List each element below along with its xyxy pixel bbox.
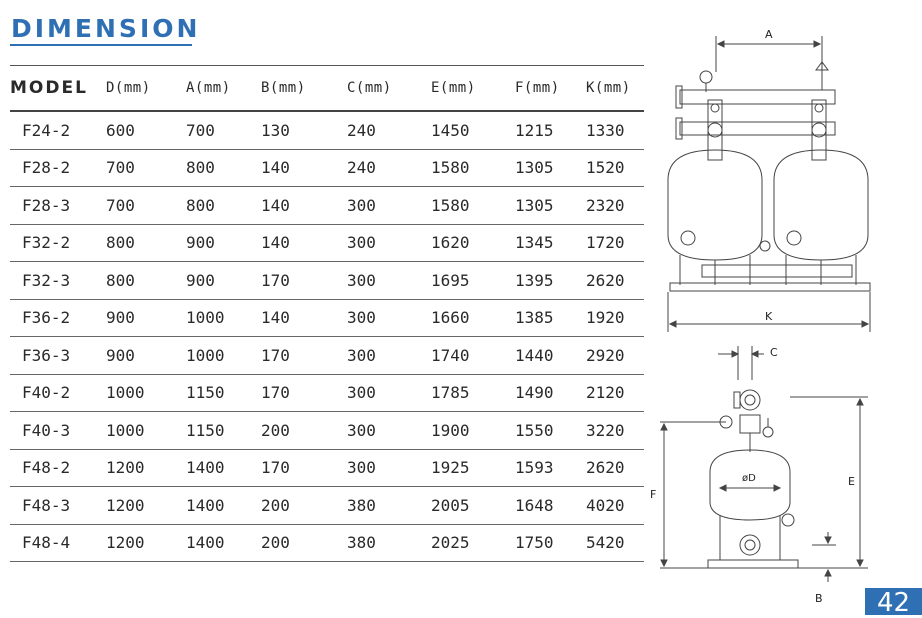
dimension-cell: 1400 bbox=[186, 524, 261, 562]
table-row bbox=[10, 299, 644, 337]
table-header-row bbox=[10, 66, 644, 112]
dimension-cell: 300 bbox=[347, 337, 431, 375]
dimension-cell: 900 bbox=[106, 337, 186, 375]
label-f: F bbox=[650, 488, 657, 501]
column-header: D(mm) bbox=[106, 66, 186, 112]
model-cell: F48-4 bbox=[10, 524, 106, 562]
dimension-cell: 1305 bbox=[515, 149, 586, 187]
dimension-cell: 1385 bbox=[515, 299, 586, 337]
dimension-cell: 2620 bbox=[586, 449, 644, 487]
dimension-cell: 300 bbox=[347, 374, 431, 412]
table-row bbox=[10, 487, 644, 525]
dimension-cell: 800 bbox=[106, 262, 186, 300]
model-cell: F28-3 bbox=[10, 187, 106, 225]
dimension-cell: 1580 bbox=[431, 149, 515, 187]
table-row bbox=[10, 262, 644, 300]
dimension-cell: 4020 bbox=[586, 487, 644, 525]
model-cell: F40-3 bbox=[10, 412, 106, 450]
dimension-cell: 800 bbox=[186, 187, 261, 225]
dimension-cell: 140 bbox=[261, 149, 347, 187]
table-row bbox=[10, 449, 644, 487]
dimension-cell: 200 bbox=[261, 487, 347, 525]
dimension-cell: 1395 bbox=[515, 262, 586, 300]
dimension-cell: 1215 bbox=[515, 111, 586, 149]
dimension-cell: 300 bbox=[347, 262, 431, 300]
dimension-cell: 1000 bbox=[106, 412, 186, 450]
model-cell: F48-2 bbox=[10, 449, 106, 487]
dimension-cell: 170 bbox=[261, 374, 347, 412]
dimension-cell: 2920 bbox=[586, 337, 644, 375]
dimension-cell: 1580 bbox=[431, 187, 515, 225]
label-k: K bbox=[765, 310, 773, 323]
label-e: E bbox=[848, 475, 855, 488]
dimension-cell: 1400 bbox=[186, 487, 261, 525]
label-d: øD bbox=[742, 473, 756, 484]
dimension-cell: 1450 bbox=[431, 111, 515, 149]
column-header: K(mm) bbox=[586, 66, 644, 112]
dimension-cell: 1740 bbox=[431, 337, 515, 375]
dimension-cell: 170 bbox=[261, 262, 347, 300]
dimension-cell: 2120 bbox=[586, 374, 644, 412]
table-row bbox=[10, 412, 644, 450]
dimension-cell: 700 bbox=[186, 111, 261, 149]
dimension-cell: 1925 bbox=[431, 449, 515, 487]
dimension-cell: 300 bbox=[347, 187, 431, 225]
dimension-cell: 900 bbox=[106, 299, 186, 337]
dimension-cell: 200 bbox=[261, 524, 347, 562]
dimension-cell: 1620 bbox=[431, 224, 515, 262]
dimension-cell: 1750 bbox=[515, 524, 586, 562]
dimension-cell: 140 bbox=[261, 187, 347, 225]
table-row bbox=[10, 111, 644, 149]
dimension-cell: 600 bbox=[106, 111, 186, 149]
dimension-cell: 900 bbox=[186, 224, 261, 262]
dimension-cell: 1150 bbox=[186, 412, 261, 450]
dimension-cell: 2320 bbox=[586, 187, 644, 225]
dimension-cell: 1305 bbox=[515, 187, 586, 225]
dimension-cell: 2620 bbox=[586, 262, 644, 300]
model-cell: F36-2 bbox=[10, 299, 106, 337]
model-cell: F40-2 bbox=[10, 374, 106, 412]
title-underline bbox=[10, 44, 192, 46]
dimension-cell: 1150 bbox=[186, 374, 261, 412]
dimension-cell: 170 bbox=[261, 449, 347, 487]
dimension-cell: 1330 bbox=[586, 111, 644, 149]
dimension-cell: 1200 bbox=[106, 524, 186, 562]
dimension-cell: 1200 bbox=[106, 487, 186, 525]
model-cell: F28-2 bbox=[10, 149, 106, 187]
model-cell: F32-3 bbox=[10, 262, 106, 300]
label-a: A bbox=[765, 28, 773, 41]
dimension-cell: 300 bbox=[347, 412, 431, 450]
dimension-cell: 380 bbox=[347, 524, 431, 562]
page-title: DIMENSION bbox=[11, 14, 201, 43]
label-c: C bbox=[770, 346, 778, 359]
dimension-cell: 1490 bbox=[515, 374, 586, 412]
column-header: C(mm) bbox=[347, 66, 431, 112]
column-header: F(mm) bbox=[515, 66, 586, 112]
dimension-cell: 1660 bbox=[431, 299, 515, 337]
table-row bbox=[10, 187, 644, 225]
dimension-cell: 1345 bbox=[515, 224, 586, 262]
dimension-cell: 1695 bbox=[431, 262, 515, 300]
table-row bbox=[10, 337, 644, 375]
dimension-cell: 140 bbox=[261, 299, 347, 337]
dimension-cell: 1520 bbox=[586, 149, 644, 187]
model-cell: F36-3 bbox=[10, 337, 106, 375]
page-number: 42 bbox=[865, 588, 922, 615]
dimension-cell: 1000 bbox=[186, 299, 261, 337]
dimension-cell: 1550 bbox=[515, 412, 586, 450]
dimension-cell: 240 bbox=[347, 149, 431, 187]
dimension-cell: 240 bbox=[347, 111, 431, 149]
dimension-cell: 200 bbox=[261, 412, 347, 450]
model-cell: F24-2 bbox=[10, 111, 106, 149]
dimension-cell: 900 bbox=[186, 262, 261, 300]
dimension-cell: 380 bbox=[347, 487, 431, 525]
dimension-cell: 1900 bbox=[431, 412, 515, 450]
label-b: B bbox=[815, 592, 823, 605]
model-cell: F48-3 bbox=[10, 487, 106, 525]
dimension-cell: 2025 bbox=[431, 524, 515, 562]
column-header: MODEL bbox=[10, 66, 106, 112]
dimension-cell: 1920 bbox=[586, 299, 644, 337]
dimension-cell: 130 bbox=[261, 111, 347, 149]
table-row bbox=[10, 374, 644, 412]
column-header: A(mm) bbox=[186, 66, 261, 112]
dimension-cell: 1440 bbox=[515, 337, 586, 375]
dimension-cell: 1720 bbox=[586, 224, 644, 262]
front-view-drawing bbox=[668, 36, 870, 332]
dimension-cell: 5420 bbox=[586, 524, 644, 562]
dimension-cell: 1593 bbox=[515, 449, 586, 487]
column-header: B(mm) bbox=[261, 66, 347, 112]
dimension-cell: 300 bbox=[347, 449, 431, 487]
dimension-cell: 170 bbox=[261, 337, 347, 375]
dimension-cell: 800 bbox=[106, 224, 186, 262]
dimension-table bbox=[10, 65, 644, 562]
table-row bbox=[10, 224, 644, 262]
dimension-cell: 140 bbox=[261, 224, 347, 262]
dimension-cell: 300 bbox=[347, 299, 431, 337]
dimension-cell: 800 bbox=[186, 149, 261, 187]
dimension-cell: 1200 bbox=[106, 449, 186, 487]
dimension-cell: 1648 bbox=[515, 487, 586, 525]
dimension-cell: 700 bbox=[106, 149, 186, 187]
filter-diagram bbox=[640, 20, 902, 608]
table-row bbox=[10, 524, 644, 562]
table-row bbox=[10, 149, 644, 187]
dimension-cell: 700 bbox=[106, 187, 186, 225]
dimension-cell: 1785 bbox=[431, 374, 515, 412]
dimension-cell: 300 bbox=[347, 224, 431, 262]
dimension-cell: 1400 bbox=[186, 449, 261, 487]
column-header: E(mm) bbox=[431, 66, 515, 112]
dimension-cell: 2005 bbox=[431, 487, 515, 525]
side-view-drawing bbox=[660, 346, 868, 582]
model-cell: F32-2 bbox=[10, 224, 106, 262]
dimension-cell: 3220 bbox=[586, 412, 644, 450]
dimension-cell: 1000 bbox=[186, 337, 261, 375]
dimension-cell: 1000 bbox=[106, 374, 186, 412]
